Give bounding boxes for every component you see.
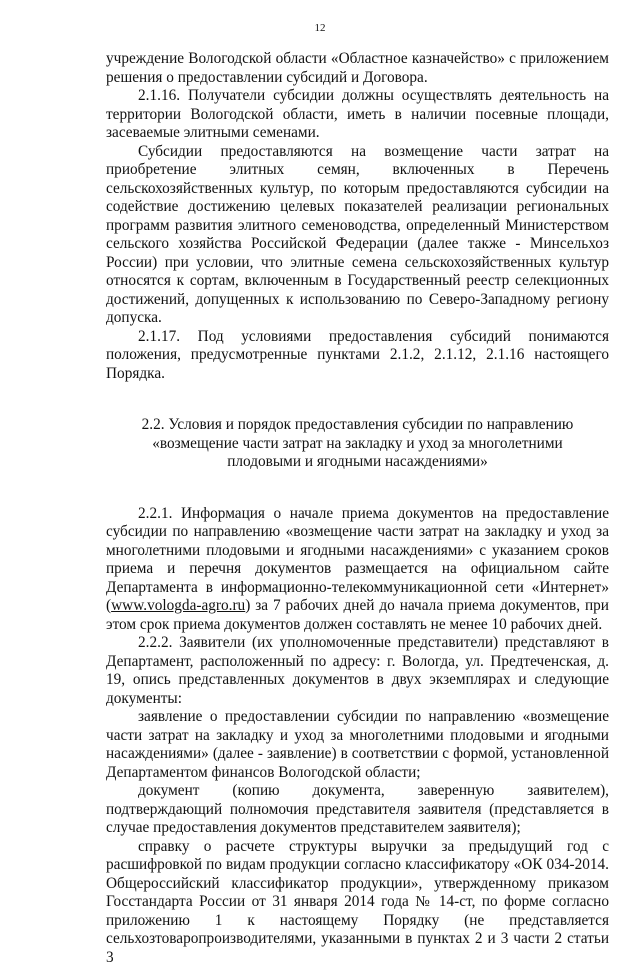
page-number: 12 xyxy=(0,22,640,34)
list-item-revenue-certificate: справку о расчете структуры выручки за предыдущий год с расшифровкой по видам продукции согласно классификатору «ОК 034-2014. Общероссийский классификатор продукции», утвержденному приказом Госстандарта России от 31 января 2014 года № 14-ст, по форме согласно приложению 1 к настоящему Порядку (не представляется сельхозтоваропроизводителями, указанными в пунктах 2 и 3 части 2 статьи 3 xyxy=(106,838,609,967)
paragraph-2-2-1 xyxy=(106,505,609,635)
paragraph-2-1-17: 2.1.17. Под условиями предоставления субсидий понимаются положения, предусмотренные пунктами 2.1.2, 2.1.12, 2.1.16 настоящего Порядка. xyxy=(106,328,609,384)
paragraph-2-2-1-text-start: 2.2.1. Информация о начале приема документов на предоставление субсидии по направлению «возмещение части затрат на закладку и уход за многолетними плодовыми и ягодными насаждениями» с указанием сроков приема и перечня документов размещается на официальном сайте Департамента в информационно-телекоммуникационной сети «Интернет» ( xyxy=(106,505,609,615)
paragraph-2-1-16: 2.1.16. Получатели субсидии должны осуществлять деятельность на территории Вологодской области, иметь в наличии посевные площади, засеваемые элитными семенами. xyxy=(106,87,609,143)
website-link[interactable]: www.vologda-agro.ru xyxy=(111,597,245,614)
document-body xyxy=(106,50,609,967)
list-item-authority-document: документ (копию документа, заверенную заявителем), подтверждающий полномочия представителя заявителя (представляется в случае предоставления документов представителем заявителя); xyxy=(106,782,609,838)
paragraph-2-2-1-text-end: ) за 7 рабочих дней до начала приема документов, при этом срок приема документов должен составлять не менее 10 рабочих дней. xyxy=(106,597,609,633)
paragraph-continuation: учреждение Вологодской области «Областное казначейство» с приложением решения о предоставлении субсидий и Договора. xyxy=(106,50,609,87)
list-item-application: заявление о предоставлении субсидии по направлению «возмещение части затрат на закладку и уход за многолетними плодовыми и ягодными насаждениями» (далее - заявление) в соответствии с формой, установленной Департаментом финансов Вологодской области; xyxy=(106,708,609,782)
paragraph-subsidy-elite-seeds: Субсидии предоставляются на возмещение части затрат на приобретение элитных семян, включенных в Перечень сельскохозяйственных культур, по которым предоставляются субсидии на содействие достижению целевых показателей реализации региональных программ развития элитного семеноводства, определенный Министерством сельского хозяйства Российской Федерации (далее также - Минсельхоз России) при условии, что элитные семена сельскохозяйственных культур относятся к сортам, включенным в Государственный реестр селекционных достижений, допущенных к использованию по Северо-Западному региону допуска. xyxy=(106,143,609,328)
paragraph-2-2-2: 2.2.2. Заявители (их уполномоченные представители) представляют в Департамент, расположенный по адресу: г. Вологда, ул. Предтеченская, д. 19, опись представленных документов в двух экземплярах и следующие документы: xyxy=(106,634,609,708)
section-heading-2-2: 2.2. Условия и порядок предоставления субсидии по направлению «возмещение части затрат на закладку и уход за многолетними плодовыми и ягодными насаждениями» xyxy=(126,416,589,472)
